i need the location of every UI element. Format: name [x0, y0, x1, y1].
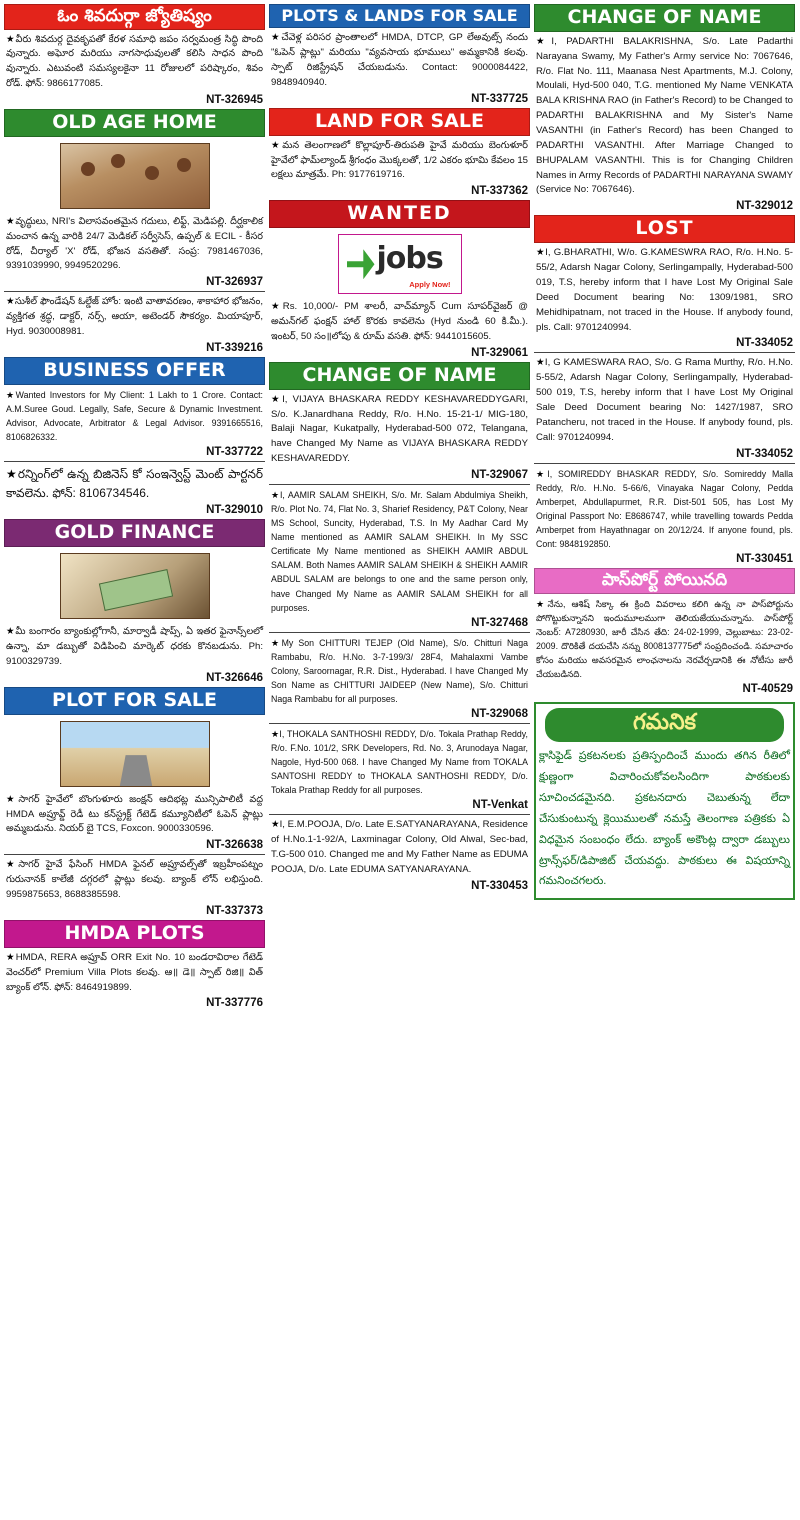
ad-code: NT-337776: [206, 997, 263, 1010]
ad-plots-lands: ★చేవెళ్ల పరిసర ప్రాంతాలలో HMDA, DTCP, GP లేఅవుట్స్ నందు "ఓపెన్ ప్లాట్లు" మరియు "వ్యవసాయ భూములు" అమ్మకానికి కలవు. స్పాట్ రిజిస్ట్రేషన్ చేయబడును. Contact: 9000084422, 9848940940.: [271, 32, 528, 88]
ad-plot-for-sale-2: ★సాగర్ హైవే ఫేసింగ్ HMDA ఫైనల్ అప్రూవల్స్‌తో ఇబ్రహీంపట్నం గురునానక్ కాలేజీ దగ్గరలో ప్లాట్లు కలవు. బ్యాంక్ లోన్ లభిస్తుంది. 9959875653, 8688385598.: [6, 859, 263, 901]
jobs-logo-tagline: Apply Now!: [409, 280, 451, 290]
ad-change-of-name-padarthi: ★I, PADARTHI BALAKRISHNA, S/o. Late Padarthi Narayana Swamy, My Father's Army service No: 7067646, R/o. Flat No. 111, Maanasa Nest Apartments, M.J. Colony, Moulali, Hyd-500 040, T.G. mentioned My Name VENKATA BALA KRISHNA RAO (in Father's Record) to be Changed to PADARTHI BALAKRISHNA and My Sister's Name VASANTHI (in Father's Record) has been Changed to PADARTHI VASANTHI. After Marriage Changed to BHUPALAM VASANTHI. This is for Changing Children Names in Army Records of PADARTHI NARAYANA SWAMY (Service No: 7067646).: [536, 35, 793, 196]
ad-code: NT-Venkat: [472, 799, 528, 812]
star-icon: ★: [536, 247, 546, 259]
star-icon: ★: [271, 819, 280, 831]
ad-old-age-home-1: ★వృద్ధులు, NRI's విలాసవంతమైన గదులు, లిఫ్ట్, మెడిపల్లి. దీర్ఘకాలిక మంచాన ఉన్న వారికి 24/7 మెడికల్ సర్వీసెస్, ఉప్పల్ & ECIL - కీసర రోడ్, చీర్యాల్ 'X' రోడ్, భోజన వసతితో. సంప్ర: 7981467036, 9391039990, 9949520296.: [6, 215, 263, 272]
heading-jyotishyam: ఓం శివదుర్గా జ్యోతిష్యం: [4, 4, 265, 30]
notice-heading: గమనిక: [545, 708, 784, 742]
star-icon: ★: [536, 357, 545, 369]
star-icon: ★: [6, 626, 16, 638]
heading-plots-lands: PLOTS & LANDS FOR SALE: [269, 4, 530, 28]
star-icon: ★: [6, 793, 19, 805]
ad-business-offer-1: ★Wanted Investors for My Client: 1 Lakh to 1 Crore. Contact: A.M.Suree Goud. Legally, Safe, Secure & Dynamic Investment. Advisor, Advocate, Arbitrator & Legal Advisor. 9391665516, 8106826332.: [6, 389, 263, 443]
ad-business-offer-2: ★రన్నింగ్‌లో ఉన్న బిజినెస్ కో సంఇన్వెస్ట్ మెంట్ పార్టనర్ కావలెను. ఫోన్: 8106734546.: [6, 467, 263, 500]
ad-code: NT-337362: [471, 185, 528, 198]
ad-land-for-sale: ★మన తెలంగాణలో కొల్లాపూర్-తిరుపతి హైవే మరియు బెంగుళూర్ హైవేలో ఫామ్‌ల్యాండ్ శ్రీగంధం మొక్కలతో, 1/2 ఎకరం భూమి కేవలం 15 లక్షలు మాత్రమే. Ph: 9177619716.: [271, 139, 528, 181]
star-icon: ★: [271, 729, 280, 740]
star-icon: ★: [536, 35, 552, 47]
star-icon: ★: [271, 301, 283, 313]
ad-lost-3: ★I, SOMIREDDY BHASKAR REDDY, S/o. Somireddy Malla Reddy, R/o. H.No. 5-66/6, Vinayaka Nagar Colony, Pedda Amberpet, Abdullapurmet, R.R. Dist-501 505, has Lost My Original Passport No: E8686747, while travelling towards Pedda Amberpet from Hayathnagar on 20/12/24. If anyone found, pls. Cont: 9848192850.: [536, 468, 793, 549]
ad-code: NT-326937: [206, 276, 263, 289]
ad-code: NT-329068: [471, 708, 528, 720]
heading-business-offer: BUSINESS OFFER: [4, 357, 265, 385]
column-right: [534, 4, 795, 1518]
ad-change-of-name-5: ★I, E.M.POOJA, D/o. Late E.SATYANARAYANA, Residence of H.No.1-1-92/A, Laxminagar Colony, Old Alwal, Sec-bad, T.G-500 010. Changed me and My Father Name as EDUMA POOJA, D/o. Late EDUMA SATYANARAYANA.: [271, 819, 528, 876]
star-icon: ★: [536, 598, 548, 609]
divider: [4, 461, 265, 462]
ad-code: NT-330453: [471, 879, 528, 892]
reader-notice-box: [534, 702, 795, 900]
star-icon: ★: [6, 215, 16, 227]
ad-change-of-name-2: ★I, AAMIR SALAM SHEIKH, S/o. Mr. Salam Abdulmiya Sheikh, R/o. Plot No. 74, Flat No. 3, Sharief Residency, P&T Colony, Near MS School, Suncity, Hyderabad, T.S. In My Aadhar Card My Name mentioned as AAMIR SALAM SHEIKH. In My SSC Certificate My Name mentioned as SHEIKH AAMIR ABDUL SALAM. Both Names AAMIR SALAM SHEIKH & SHEIKH AAMIR ABDUL SALAM are belongs to one and the same person only, have Changed My Name as AAMIR SALAM SHEIKH for all purposes.: [271, 490, 528, 613]
jobs-logo-text: jobs: [376, 241, 443, 277]
ad-code: NT-329067: [471, 469, 528, 481]
jobs-logo: [338, 234, 462, 294]
ad-code: NT-337373: [206, 904, 263, 917]
ad-code: NT-327468: [471, 616, 528, 629]
ad-code: NT-334052: [736, 337, 793, 350]
star-icon: ★: [6, 33, 16, 45]
ad-jyotishyam: ★వీరు శివదుర్గ దైవకృపతో కేరళ సమాధి జపం సర్వమంత్ర సిద్ధి పొంది వున్నారు. అఘోర మరియు నాగసాధువులతో కలిసి సాధన పొంది వున్నారు. ఎటువంటి సమస్యలకైనా 11 రోజులలో పరిష్కారం, శివం రోడ్. ఫోన్: 9866177085.: [6, 33, 263, 90]
ad-code: NT-337725: [471, 92, 528, 105]
star-icon: ★: [6, 296, 15, 308]
star-icon: ★: [6, 951, 16, 963]
plot-for-sale-photo: [60, 721, 210, 787]
column-middle: [269, 4, 530, 1518]
ad-change-of-name-4: ★I, THOKALA SANTHOSHI REDDY, D/o. Tokala Prathap Reddy, R/o. F.No. 101/2, SRK Developers, Rd. No. 3, Arunodaya Nagar, Nagole, Hyd-500 068. I have Changed My Name from TOKALA SANTOSHI REDDY to THOKALA SANTHOSHI REDDY, D/o. Tokala Prathap Reddy for all purposes.: [271, 729, 528, 796]
heading-plot-for-sale: PLOT FOR SALE: [4, 687, 265, 715]
star-icon: ★: [271, 139, 283, 151]
divider: [269, 814, 530, 815]
divider: [534, 352, 795, 353]
ad-code: NT-329010: [206, 504, 263, 517]
ad-passport-lost: ★నేను, ఆశిష్ సిక్కా ఈ క్రింది వివరాలు కలిగి ఉన్న నా పాస్‌పోర్టును పోగొట్టుకున్నానని ఇందుమూలముగా తెలియజేయుచున్నాను. పాస్‌పోర్ట్ నెంబర్: A7280930, జారీ చేసిన తేది: 24-02-1999, చెల్లుబాటు: 23-02-2009. దొరికితే దయచేసి నన్ను 8008137775లో సంప్రదించండి. సమాచారం కోసం మరియు అవసరమైన లాంఛనాలను నెరవేర్చడానికి ఈ నోటీసు జారీ చేయబడినది.: [536, 598, 793, 679]
ad-code: NT-334052: [736, 447, 793, 460]
divider: [269, 484, 530, 485]
heading-passport-lost: పాస్‌పోర్ట్ పోయినది: [534, 568, 795, 594]
ad-gold-finance: ★మీ బంగారం బ్యాంకుల్లోగానీ, మార్వాడీ షాప్స్, ఏ ఇతర ఫైనాన్స్‌లలో ఉన్నా, మా డబ్బుతో విడిపించి మార్కెట్ ధరకు కొనబడును. Ph: 9100329739.: [6, 626, 263, 667]
divider: [534, 463, 795, 464]
star-icon: ★: [271, 637, 282, 648]
ad-hmda-plots: ★HMDA, RERA అప్రూవ్ ORR Exit No. 10 బండరావిరాల గేటెడ్ వెంచర్‌లో Premium Villa Plots కలవు. ఆ॥ డె॥ స్పాట్ రిజి॥ విత్ బ్యాంక్ లోన్. ఫోన్: 8464919899.: [6, 951, 263, 993]
gold-finance-photo: [60, 553, 210, 619]
ad-code: NT-339216: [206, 341, 263, 354]
ad-code: NT-40529: [742, 683, 793, 695]
ad-code: NT-326945: [206, 93, 263, 106]
star-icon: ★: [6, 389, 16, 400]
ad-code: NT-329012: [736, 200, 793, 213]
heading-land-for-sale: LAND FOR SALE: [269, 108, 530, 136]
ad-plot-for-sale-1: ★సాగర్ హైవేలో బొంగుళూరు జంక్షన్ ఆదిభట్ల మున్సిపాలిటీ వద్ద HMDA అప్రూవ్డ్ రెడీ టు కన్‌స్ట్రక్ట్ గేటెడ్ కమ్యూనిటీలో ఓపెన్ ప్లాట్లు అమ్మబడును. నియర్ బై TCS, Foxcon. 9000330596.: [6, 793, 263, 835]
ad-lost-2: ★I, G KAMESWARA RAO, S/o. G Rama Murthy, R/o. H.No. 5-55/2, Adarsh Nagar Colony, Serlingampally, Hyderabad-500 019, T.S, hereby inform that I have Lost My Original Sale Deed Document bearing No: 1427/1987, SRO Patancheru, not traced in the House. If anybody found, pls. Call: 9701240994.: [536, 357, 793, 443]
ad-wanted: ★Rs. 10,000/- PM శాలరీ, వాచ్‌మ్యాన్ Cum సూపర్‌వైజర్ @ అమన్‌గల్ ఫంక్షన్ హాల్ కొరకు కావలెను (Hyd నుండి 60 కి.మీ.). ఇంటర్, 50 సం॥లోపు & రూమ్ వసతి. ఫోన్: 9441015605.: [271, 301, 528, 342]
heading-change-of-name: CHANGE OF NAME: [269, 362, 530, 390]
star-icon: ★: [536, 468, 548, 479]
heading-hmda-plots: HMDA PLOTS: [4, 920, 265, 948]
ad-code: NT-337722: [206, 446, 263, 459]
ad-lost-1: ★I, G.BHARATHI, W/o. G.KAMESWRA RAO, R/o. H.No. 5-55/2, Adarsh Nagar Colony, Serlingampally, Hyderabad-500 019, T.S, hereby inform that I have Lost My Original Sale Deed Document bearing No: 1309/1981, SRO Mehidhipatnam, not traced in the House. If anybody found, pls. Call: 9701240994.: [536, 247, 793, 333]
heading-lost: LOST: [534, 215, 795, 243]
ad-old-age-home-2: ★సుశీల్ ఫౌండేషన్ ఓల్డేజ్ హోం: ఇంటి వాతావరణం, శాకాహార భోజనం, వ్యక్తిగత శ్రద్ధ, డాక్టర్, నర్స్, ఆయా, అటెండర్ సౌకర్యం. మియాపూర్, Hyd. 9030008981.: [6, 296, 263, 338]
star-icon: ★: [271, 393, 283, 405]
ad-code: NT-329061: [471, 346, 528, 359]
arrow-icon: [347, 249, 375, 279]
divider: [269, 632, 530, 633]
notice-text: క్లాసిఫైడ్ ప్రకటనలకు ప్రతిస్పందించే ముందు తగిన రీతిలో క్షుణ్ణంగా విచారించుకోవలసిందిగా పాఠకులకు సూచించడమైనది. ప్రకటనదారు చెబుతున్న లేదా చేసుకుంటున్న క్లెయిములతో నమస్తే తెలంగాణ పత్రికకు ఏ విధమైన సంబంధం లేదు. బ్యాంక్ అకౌంట్ల ద్వారా డబ్బులు ట్రాన్స్‌ఫర్/డిపాజిట్ చేయవద్దు. పాఠకులు ఈ విషయాన్ని గమనించగలరు.: [539, 750, 790, 888]
divider: [4, 854, 265, 855]
heading-gold-finance: GOLD FINANCE: [4, 519, 265, 547]
ad-code: NT-326638: [206, 839, 263, 852]
column-left: [4, 4, 265, 1518]
ad-code: NT-330451: [736, 553, 793, 566]
old-age-home-photo: [60, 143, 210, 209]
star-icon: ★: [6, 467, 18, 482]
star-icon: ★: [271, 490, 280, 501]
ad-change-of-name-1: ★I, VIJAYA BHASKARA REDDY KESHAVAREDDYGARI, S/o. K.Janardhana Reddy, R/o. H.No. 15-21-1/ MIG-180, Balaji Nagar, Kukatpally, Hyderabad-500 072, Telangana, have Changed My Name as VIJAYA BHASKARA REDDY KESHAVAREDDY.: [271, 393, 529, 465]
ad-change-of-name-3: ★My Son CHITTURI TEJEP (Old Name), S/o. Chitturi Naga Rambabu, R/o. H.No. 3-7-199/3/ 28F4, Mahalaxmi Vambe Colony, Saroornagar, R.R. Dist., Hyderabad. I have Changed My Son Name as CHITTURI JAIDEEP (New Name), S/o. Chitturi Naga Rambabu for all purposes.: [271, 637, 528, 704]
heading-wanted: WANTED: [269, 200, 530, 228]
heading-old-age-home: OLD AGE HOME: [4, 109, 265, 137]
star-icon: ★: [271, 32, 282, 44]
divider: [269, 723, 530, 724]
ad-code: NT-326646: [206, 671, 263, 684]
divider: [4, 291, 265, 292]
heading-change-of-name-right: CHANGE OF NAME: [534, 4, 795, 32]
star-icon: ★: [6, 859, 19, 871]
